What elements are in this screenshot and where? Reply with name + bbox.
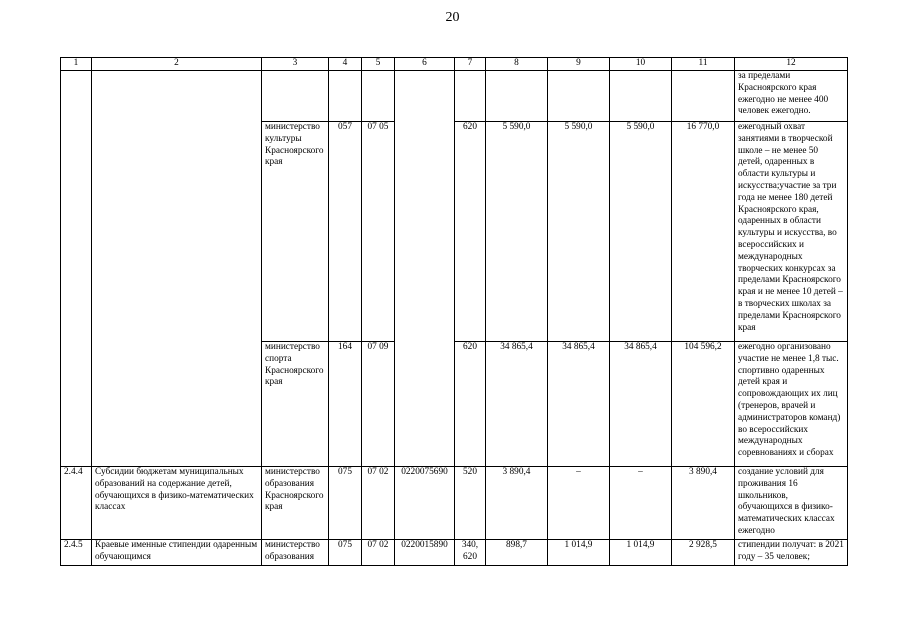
- cell-ministry: министерство образования: [262, 540, 329, 566]
- column-header: 7: [455, 58, 486, 71]
- column-header: 11: [672, 58, 735, 71]
- cell-id: [61, 122, 92, 342]
- cell-amount: 34 865,4: [486, 342, 548, 467]
- column-header: 5: [362, 58, 395, 71]
- cell-total: [672, 71, 735, 122]
- cell-type: 520: [455, 467, 486, 540]
- cell-code: 075: [329, 467, 362, 540]
- cell-title: Субсидии бюджетам муниципальных образований на содержание детей, обучающихся в физико-математических классах: [92, 467, 262, 540]
- column-header: 6: [395, 58, 455, 71]
- cell-amount: [610, 71, 672, 122]
- cell-section: 07 02: [362, 540, 395, 566]
- cell-id: 2.4.4: [61, 467, 92, 540]
- cell-id: [61, 342, 92, 467]
- cell-result: ежегодно организовано участие не менее 1,8 тыс. спортивно одаренных детей края и сопровождающих их лиц (тренеров, врачей и администраторов команд) во всероссийских международных соревнованиях и сборах: [735, 342, 848, 467]
- cell-target: 0220075690: [395, 467, 455, 540]
- cell-total: 2 928,5: [672, 540, 735, 566]
- cell-section: 07 05: [362, 122, 395, 342]
- cell-amount: [486, 71, 548, 122]
- page-number: 20: [445, 10, 460, 25]
- cell-ministry: министерство культуры Красноярского края: [262, 122, 329, 342]
- cell-code: 075: [329, 540, 362, 566]
- cell-id: [61, 71, 92, 122]
- cell-title: [92, 71, 262, 122]
- cell-code: 164: [329, 342, 362, 467]
- cell-target: [395, 71, 455, 122]
- cell-result: создание условий для проживания 16 школьников, обучающихся в физико-математических классах ежегодно: [735, 467, 848, 540]
- column-header: 3: [262, 58, 329, 71]
- cell-target: [395, 342, 455, 467]
- cell-total: 104 596,2: [672, 342, 735, 467]
- cell-title: Краевые именные стипендии одаренным обучающимся: [92, 540, 262, 566]
- cell-amount: 34 865,4: [610, 342, 672, 467]
- cell-ministry: [262, 71, 329, 122]
- column-header: 2: [92, 58, 262, 71]
- cell-code: [329, 71, 362, 122]
- cell-title: [92, 342, 262, 467]
- column-header: 12: [735, 58, 848, 71]
- cell-amount: 1 014,9: [610, 540, 672, 566]
- column-header: 10: [610, 58, 672, 71]
- cell-type: 620: [455, 122, 486, 342]
- budget-table: [60, 57, 848, 566]
- cell-amount: 5 590,0: [548, 122, 610, 342]
- cell-amount: 5 590,0: [610, 122, 672, 342]
- cell-amount: –: [548, 467, 610, 540]
- cell-id: 2.4.5: [61, 540, 92, 566]
- table-row: [61, 467, 848, 540]
- cell-amount: 898,7: [486, 540, 548, 566]
- cell-amount: 34 865,4: [548, 342, 610, 467]
- cell-section: 07 09: [362, 342, 395, 467]
- cell-type: 340, 620: [455, 540, 486, 566]
- column-header: 9: [548, 58, 610, 71]
- header-row: [61, 58, 848, 71]
- cell-amount: 1 014,9: [548, 540, 610, 566]
- column-header: 1: [61, 58, 92, 71]
- cell-title: [92, 122, 262, 342]
- cell-target: [395, 122, 455, 342]
- table-row: [61, 122, 848, 342]
- cell-result: за пределами Красноярского края ежегодно не менее 400 человек ежегодно.: [735, 71, 848, 122]
- column-header: 8: [486, 58, 548, 71]
- cell-result: ежегодный охват занятиями в творческой школе – не менее 50 детей, одаренных в области культуры и искусства;участие за три года не менее 180 детей Красноярского края, одаренных в области культуры и искусства, во всероссийских и международных творческих конкурсах за пределами Красноярского края и не менее 10 детей – в творческих школах за пределами Красноярского края: [735, 122, 848, 342]
- cell-ministry: министерство спорта Красноярского края: [262, 342, 329, 467]
- cell-result: стипендии получат: в 2021 году – 35 человек;: [735, 540, 848, 566]
- column-header: 4: [329, 58, 362, 71]
- cell-ministry: министерство образования Красноярского края: [262, 467, 329, 540]
- cell-section: 07 02: [362, 467, 395, 540]
- table-row: [61, 342, 848, 467]
- cell-type: [455, 71, 486, 122]
- cell-code: 057: [329, 122, 362, 342]
- cell-section: [362, 71, 395, 122]
- cell-amount: –: [610, 467, 672, 540]
- table-row: [61, 540, 848, 566]
- cell-total: 16 770,0: [672, 122, 735, 342]
- cell-type: 620: [455, 342, 486, 467]
- cell-amount: 5 590,0: [486, 122, 548, 342]
- cell-target: 0220015890: [395, 540, 455, 566]
- cell-total: 3 890,4: [672, 467, 735, 540]
- cell-amount: 3 890,4: [486, 467, 548, 540]
- table-row: [61, 71, 848, 122]
- cell-amount: [548, 71, 610, 122]
